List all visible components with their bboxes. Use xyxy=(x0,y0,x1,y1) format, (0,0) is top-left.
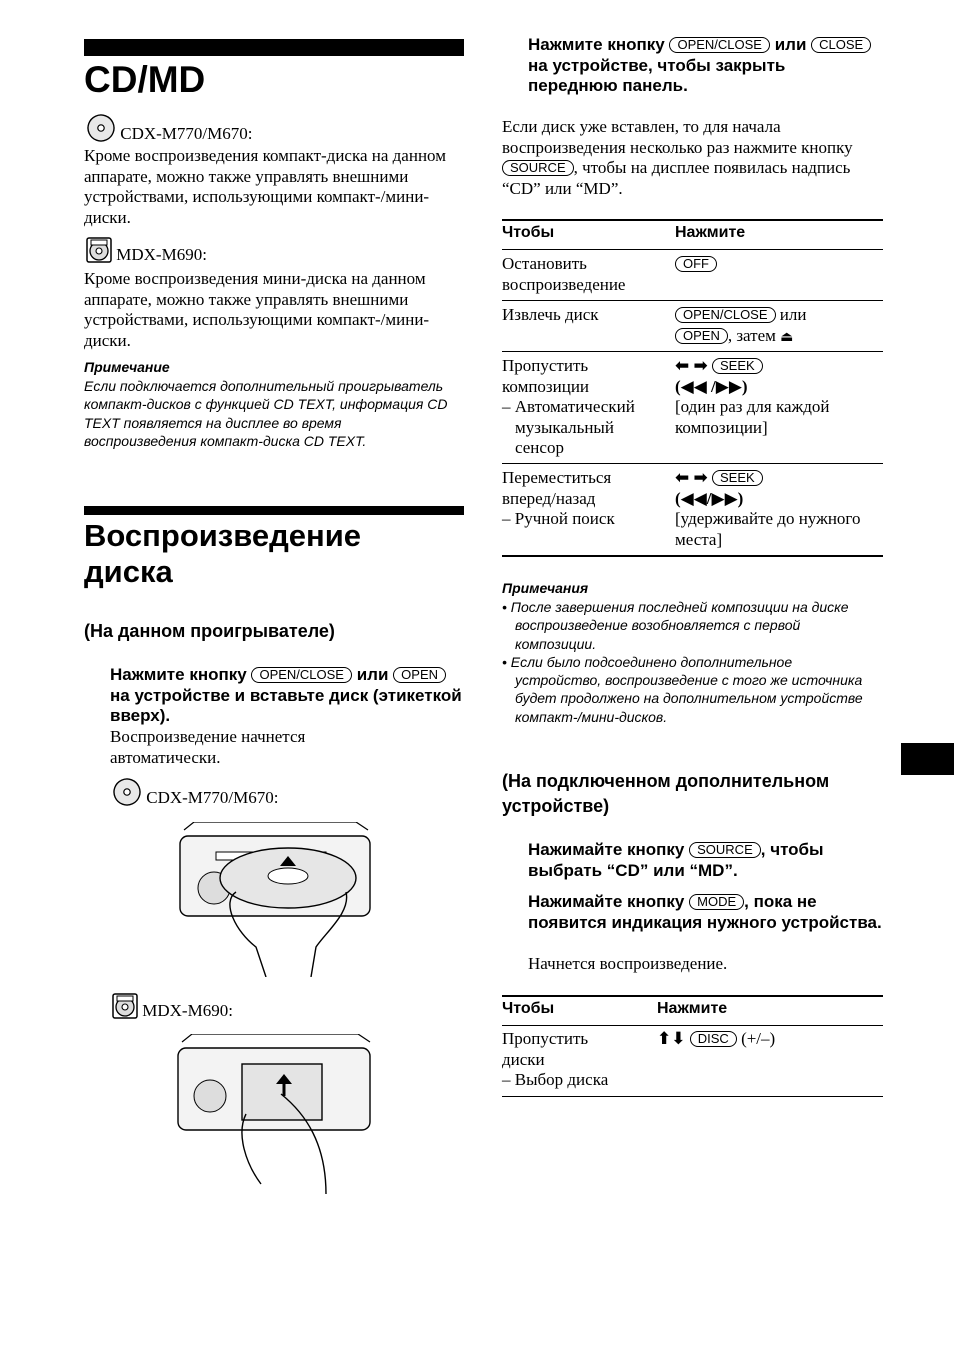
mdx-description: Кроме воспроизведения мини-диска на данном аппарате, можно также управлять внешними устройствами, использующими компакт-/мини-диски. xyxy=(84,269,430,350)
step-device-result: Начнется воспроизведение. xyxy=(528,954,728,973)
notes-list: • После завершения последней композиции на диске воспроизведение возобновляется с первой композиции. • Если было подсоединено дополнительное устройство, воспроизведение с того же источника будет продолжено на дополнительном устройстве компакт-/мини-дисков. xyxy=(502,599,863,725)
left-arrow-icon: ⬅ xyxy=(675,468,690,488)
subheading-this-unit: (На данном проигрывателе) xyxy=(84,621,335,641)
disc-key: DISC xyxy=(690,1031,737,1047)
table2-top-rule xyxy=(502,995,883,997)
md-disc-icon xyxy=(112,993,138,1019)
mdx-model-label: MDX-M690: xyxy=(116,245,207,264)
table1-row1-action: Остановить воспроизведение xyxy=(502,254,626,294)
table1-bottom-rule xyxy=(502,555,883,557)
down-arrow-icon: ⬇ xyxy=(671,1029,686,1049)
playback-cdx-label: CDX-M770/M670: xyxy=(146,788,279,807)
seek-key: SEEK xyxy=(712,470,763,486)
close-key: CLOSE xyxy=(811,37,871,53)
playback-mdx-line xyxy=(112,993,233,1022)
track-skip-symbols: (◀◀ /▶▶) xyxy=(675,376,748,396)
step-insert-result: Воспроизведение начнется автоматически. xyxy=(110,727,306,767)
cd-disc-icon xyxy=(86,113,116,143)
eject-icon: ⏏ xyxy=(780,328,794,345)
table1-row1-keys xyxy=(675,254,717,275)
playback-cdx-line xyxy=(112,777,278,809)
disc-loaded-text: Если диск уже вставлен, то для начала воспроизведения несколько раз нажмите кнопку SOURCE , чтобы на дисплее появилась надпись “CD” или “MD”. xyxy=(502,117,853,198)
table1-row4-action: Переместиться вперед/назад – Ручной поиск xyxy=(502,468,615,528)
table1-row4-keys: ⬅ ➡ SEEK (◀◀/▶▶) [удерживайте до нужного места] xyxy=(675,468,880,550)
step-select-source: Нажимайте кнопку SOURCE , чтобы выбрать “CD” или “MD”. xyxy=(528,840,824,880)
note-text: Если подключается дополнительный проигрыватель компакт-дисков с функцией CD TEXT, информация CD TEXT появляется на дисплее во время воспроизведения компакт-диска CD TEXT. xyxy=(84,378,448,449)
seek-key: SEEK xyxy=(712,358,763,374)
table1-row3-action: Пропустить композиции – Автоматический музыкальный сенсор xyxy=(502,356,635,457)
page-edge-tab xyxy=(901,743,954,775)
table1-row-rule xyxy=(502,463,883,464)
table2-bottom-rule xyxy=(502,1096,883,1097)
open-close-key: OPEN/CLOSE xyxy=(675,307,776,323)
right-arrow-icon: ➡ xyxy=(693,356,708,376)
table1-col2-header: Нажмите xyxy=(675,224,746,241)
left-arrow-icon: ⬅ xyxy=(675,356,690,376)
source-key: SOURCE xyxy=(689,842,761,858)
open-close-key: OPEN/CLOSE xyxy=(669,37,770,53)
cdx-description: Кроме воспроизведения компакт-диска на данном аппарате, можно также управлять внешними устройствами, использующими компакт-/мини-диски. xyxy=(84,146,446,227)
table1-row-rule xyxy=(502,351,883,352)
section-title-cdmd: CD/MD xyxy=(84,59,206,100)
table2-row1-keys: ⬆⬇ DISC (+/–) xyxy=(657,1029,776,1049)
note-item: После завершения последней композиции на диске воспроизведение возобновляется с первой композиции. xyxy=(510,599,849,652)
open-key: OPEN xyxy=(675,328,728,344)
note-title: Примечание xyxy=(84,359,170,375)
table1-header-rule xyxy=(502,249,883,250)
cd-insertion-illustration xyxy=(176,822,376,977)
open-key: OPEN xyxy=(393,667,446,683)
table2-row1-action: Пропустить диски – Выбор диска xyxy=(502,1029,609,1089)
table2-header-rule xyxy=(502,1025,883,1026)
table1-row2-action: Извлечь диск xyxy=(502,305,599,324)
playback-mdx-label: MDX-M690: xyxy=(142,1001,233,1020)
table1-top-rule xyxy=(502,219,883,221)
mdx-model-line xyxy=(86,237,207,266)
mode-key: MODE xyxy=(689,894,744,910)
section-bar-top xyxy=(84,39,464,56)
section-title-playback: Воспроизведение диска xyxy=(84,518,362,589)
table2-col1-header: Чтобы xyxy=(502,1000,555,1017)
off-key: OFF xyxy=(675,256,717,272)
right-arrow-icon: ➡ xyxy=(693,468,708,488)
source-key: SOURCE xyxy=(502,160,574,176)
step-insert-disc: Нажмите кнопку OPEN/CLOSE или OPEN на устройстве и вставьте диск (этикеткой вверх). xyxy=(110,665,462,725)
cd-disc-icon xyxy=(112,777,142,807)
md-insertion-illustration xyxy=(176,1034,376,1194)
step-select-device: Нажимайте кнопку MODE , пока не появится индикация нужного устройства. xyxy=(528,892,882,932)
note-item: Если было подсоединено дополнительное устройство, воспроизведение с того же источника будет продолжено на дополнительном устройстве компакт-/мини-дисков. xyxy=(510,653,863,725)
section-bar-playback xyxy=(84,506,464,515)
step-close-panel: Нажмите кнопку OPEN/CLOSE или CLOSE на устройстве, чтобы закрыть переднюю панель. xyxy=(528,35,878,97)
md-disc-icon xyxy=(86,237,112,263)
notes-title: Примечания xyxy=(502,580,589,596)
table1-row3-keys: ⬅ ➡ SEEK (◀◀ /▶▶) [один раз для каждой композиции] xyxy=(675,356,880,438)
subheading-external-unit: (На подключенном дополнительном устройстве) xyxy=(502,771,830,816)
table1-row2-keys: OPEN/CLOSE или OPEN , затем ⏏ xyxy=(675,305,880,347)
table1-col1-header: Чтобы xyxy=(502,224,555,241)
rewind-ff-symbols: (◀◀/▶▶) xyxy=(675,488,744,508)
cdx-model-line xyxy=(86,113,252,145)
table1-row-rule xyxy=(502,300,883,301)
cdx-model-label: CDX-M770/M670: xyxy=(120,124,253,143)
open-close-key: OPEN/CLOSE xyxy=(251,667,352,683)
up-arrow-icon: ⬆ xyxy=(657,1029,672,1049)
table2-col2-header: Нажмите xyxy=(657,1000,728,1017)
